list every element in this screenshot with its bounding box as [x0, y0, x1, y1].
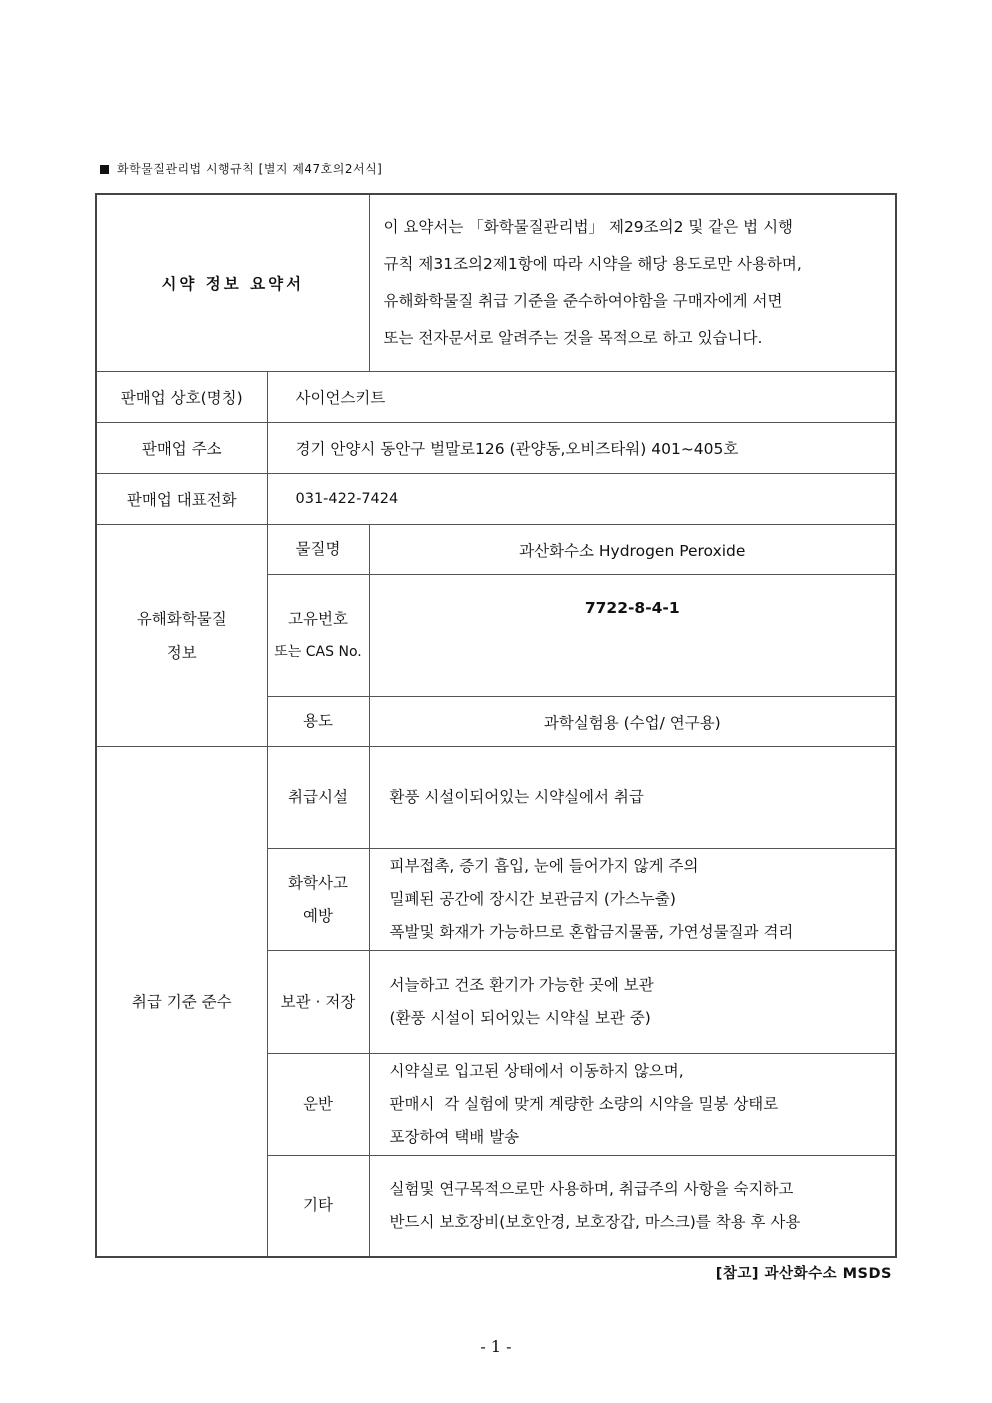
substance-label: 물질명 — [267, 525, 369, 575]
cas-label — [267, 575, 369, 697]
handling-row-label — [267, 1156, 369, 1257]
handling-row-value — [369, 1156, 896, 1257]
handling-row-value — [369, 747, 896, 849]
handling-line: 서늘하고 건조 환기가 가능한 곳에 보관 — [389, 976, 654, 994]
handling-label-line: 화학사고 — [288, 873, 348, 892]
intro-text — [369, 194, 896, 372]
reagent-info-summary-table — [95, 193, 897, 1258]
intro-line: 이 요약서는 「화학물질관리법」 제29조의2 및 같은 법 시행 — [383, 218, 794, 236]
square-bullet-icon — [100, 165, 109, 174]
handling-line: 반드시 보호장비(보호안경, 보호장갑, 마스크)를 착용 후 사용 — [389, 1212, 801, 1231]
handling-line: 폭발및 화재가 가능하므로 혼합금지물품, 가연성물질과 격리 — [389, 923, 794, 941]
handling-label-line: 예방 — [303, 906, 333, 925]
seller-phone-value: 031-422-7424 — [267, 474, 896, 525]
handling-section-label: 취급 기준 준수 — [96, 747, 267, 1257]
handling-row-value — [369, 1054, 896, 1156]
handling-row-label — [267, 951, 369, 1054]
seller-name-label: 판매업 상호(명칭) — [96, 372, 267, 423]
handling-label-line: 취급시설 — [288, 788, 348, 806]
handling-line: 환풍 시설이되어있는 시약실에서 취급 — [389, 788, 644, 806]
handling-row-label — [267, 849, 369, 951]
document-title: 시약 정보 요약서 — [96, 194, 369, 372]
section-label-line: 유해화학물질 — [136, 609, 227, 628]
substance-value: 과산화수소 Hydrogen Peroxide — [369, 525, 896, 575]
handling-line: 판매시 각 실험에 맞게 계량한 소량의 시약을 밀봉 상태로 — [389, 1095, 779, 1113]
handling-label-line: 보관 · 저장 — [280, 992, 356, 1011]
seller-phone-label: 판매업 대표전화 — [96, 474, 267, 525]
handling-line: 시약실로 입고된 상태에서 이동하지 않으며, — [389, 1062, 684, 1080]
seller-name-value: 사이언스키트 — [267, 372, 896, 423]
cas-value: 7722-8-4-1 — [369, 575, 896, 697]
chemical-info-section-label — [96, 525, 267, 747]
form-header-note — [100, 160, 382, 177]
handling-line: 실험및 연구목적으로만 사용하며, 취급주의 사항을 숙지하고 — [389, 1179, 794, 1198]
handling-line: 밀폐된 공간에 장시간 보관금지 (가스누출) — [389, 890, 676, 908]
page-number: - 1 - — [480, 1337, 512, 1356]
handling-row-value — [369, 849, 896, 951]
handling-row-label — [267, 747, 369, 849]
cas-label-line: 고유번호 — [288, 609, 348, 628]
handling-row-label — [267, 1054, 369, 1156]
handling-line: (환풍 시설이 되어있는 시약실 보관 중) — [389, 1009, 651, 1027]
seller-address-value: 경기 안양시 동안구 벌말로126 (관양동,오비즈타워) 401~405호 — [267, 423, 896, 474]
intro-line: 유해화학물질 취급 기준을 준수하여야함을 구매자에게 서면 — [383, 292, 783, 310]
handling-line: 포장하여 택배 발송 — [389, 1128, 520, 1146]
handling-label-line: 운반 — [303, 1095, 333, 1113]
seller-address-label: 판매업 주소 — [96, 423, 267, 474]
intro-line: 규칙 제31조의2제1항에 따라 시약을 해당 용도로만 사용하며, — [383, 255, 802, 273]
intro-line: 또는 전자문서로 알려주는 것을 목적으로 하고 있습니다. — [383, 329, 763, 347]
handling-row-value — [369, 951, 896, 1054]
reference-note: [참고] 과산화수소 MSDS — [715, 1266, 892, 1282]
handling-label-line: 기타 — [303, 1196, 333, 1215]
use-label: 용도 — [267, 697, 369, 747]
section-label-line: 정보 — [166, 643, 197, 662]
use-value: 과학실험용 (수업/ 연구용) — [369, 697, 896, 747]
cas-label-line: 또는 CAS No. — [274, 643, 362, 660]
header-note-text: 화학물질관리법 시행규칙 [별지 제47호의2서식] — [117, 162, 383, 176]
handling-line: 피부접촉, 증기 흡입, 눈에 들어가지 않게 주의 — [389, 857, 699, 875]
